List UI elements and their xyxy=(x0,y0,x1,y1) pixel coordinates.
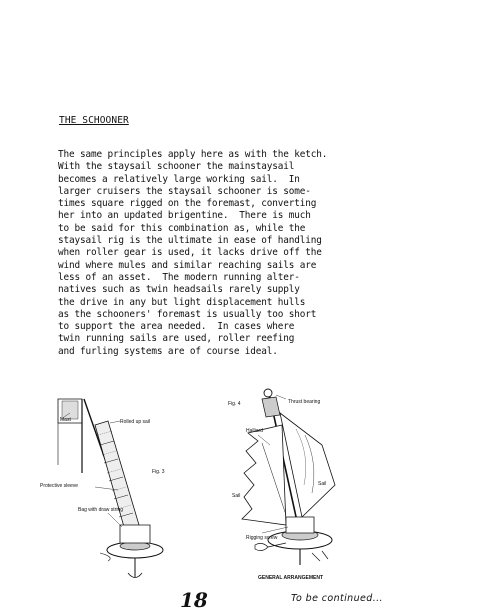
drum-assembly-drawing xyxy=(255,517,332,565)
fig3-label-mast: Mast xyxy=(60,417,71,423)
fig4-label-sail-right: Sail xyxy=(318,481,327,487)
fig4-caption: GENERAL ARRANGEMENT xyxy=(258,575,324,581)
section-heading: THE SCHOONER xyxy=(59,115,129,126)
rigging-illustrations xyxy=(0,385,480,585)
furling-drum-drawing xyxy=(100,525,163,578)
fig4-label-rigging-screw: Rigging screw xyxy=(246,535,278,541)
mast-drawing xyxy=(58,399,82,473)
fig4-label: Fig. 4 xyxy=(228,401,241,407)
fig4-label-thrust-bearing: Thrust bearing xyxy=(288,399,321,405)
fig3-label-rolled-up-sail: Rolled up sail xyxy=(120,419,151,425)
fig4-label-halliard: Halliard xyxy=(246,428,263,434)
page-number: 18 xyxy=(180,588,208,612)
continued-note: To be continued... xyxy=(291,593,383,604)
fig3-label-bag: Bag with draw string xyxy=(78,507,124,513)
fig4-label-sail-left: Sail xyxy=(232,493,241,499)
fig3-label: Fig. 3 xyxy=(152,469,165,475)
section-body-text: The same principles apply here as with the ketch. With the staysail schooner the mainstaysail becomes a relatively large working sail. In larger cruisers the staysail schooner is some- times square rigged on the foremast, converting her into an updated brigentine. There is much to be said for this combination as, while the staysail rig is the ultimate in ease of handling when roller gear is used, it lacks drive off the wind where mules and similar reaching sails are less of an asset. The modern running alter- natives such as twin headsails rarely supply the drive in any but light displacement hulls as the schooners' foremast is usually too short to support the area needed. In cases where twin running sails are used, roller reefing and furling systems are of course ideal. xyxy=(58,149,328,357)
right-sail-drawing xyxy=(280,413,335,517)
fig3-label-protective-sleeve: Protective sleeve xyxy=(40,483,79,489)
